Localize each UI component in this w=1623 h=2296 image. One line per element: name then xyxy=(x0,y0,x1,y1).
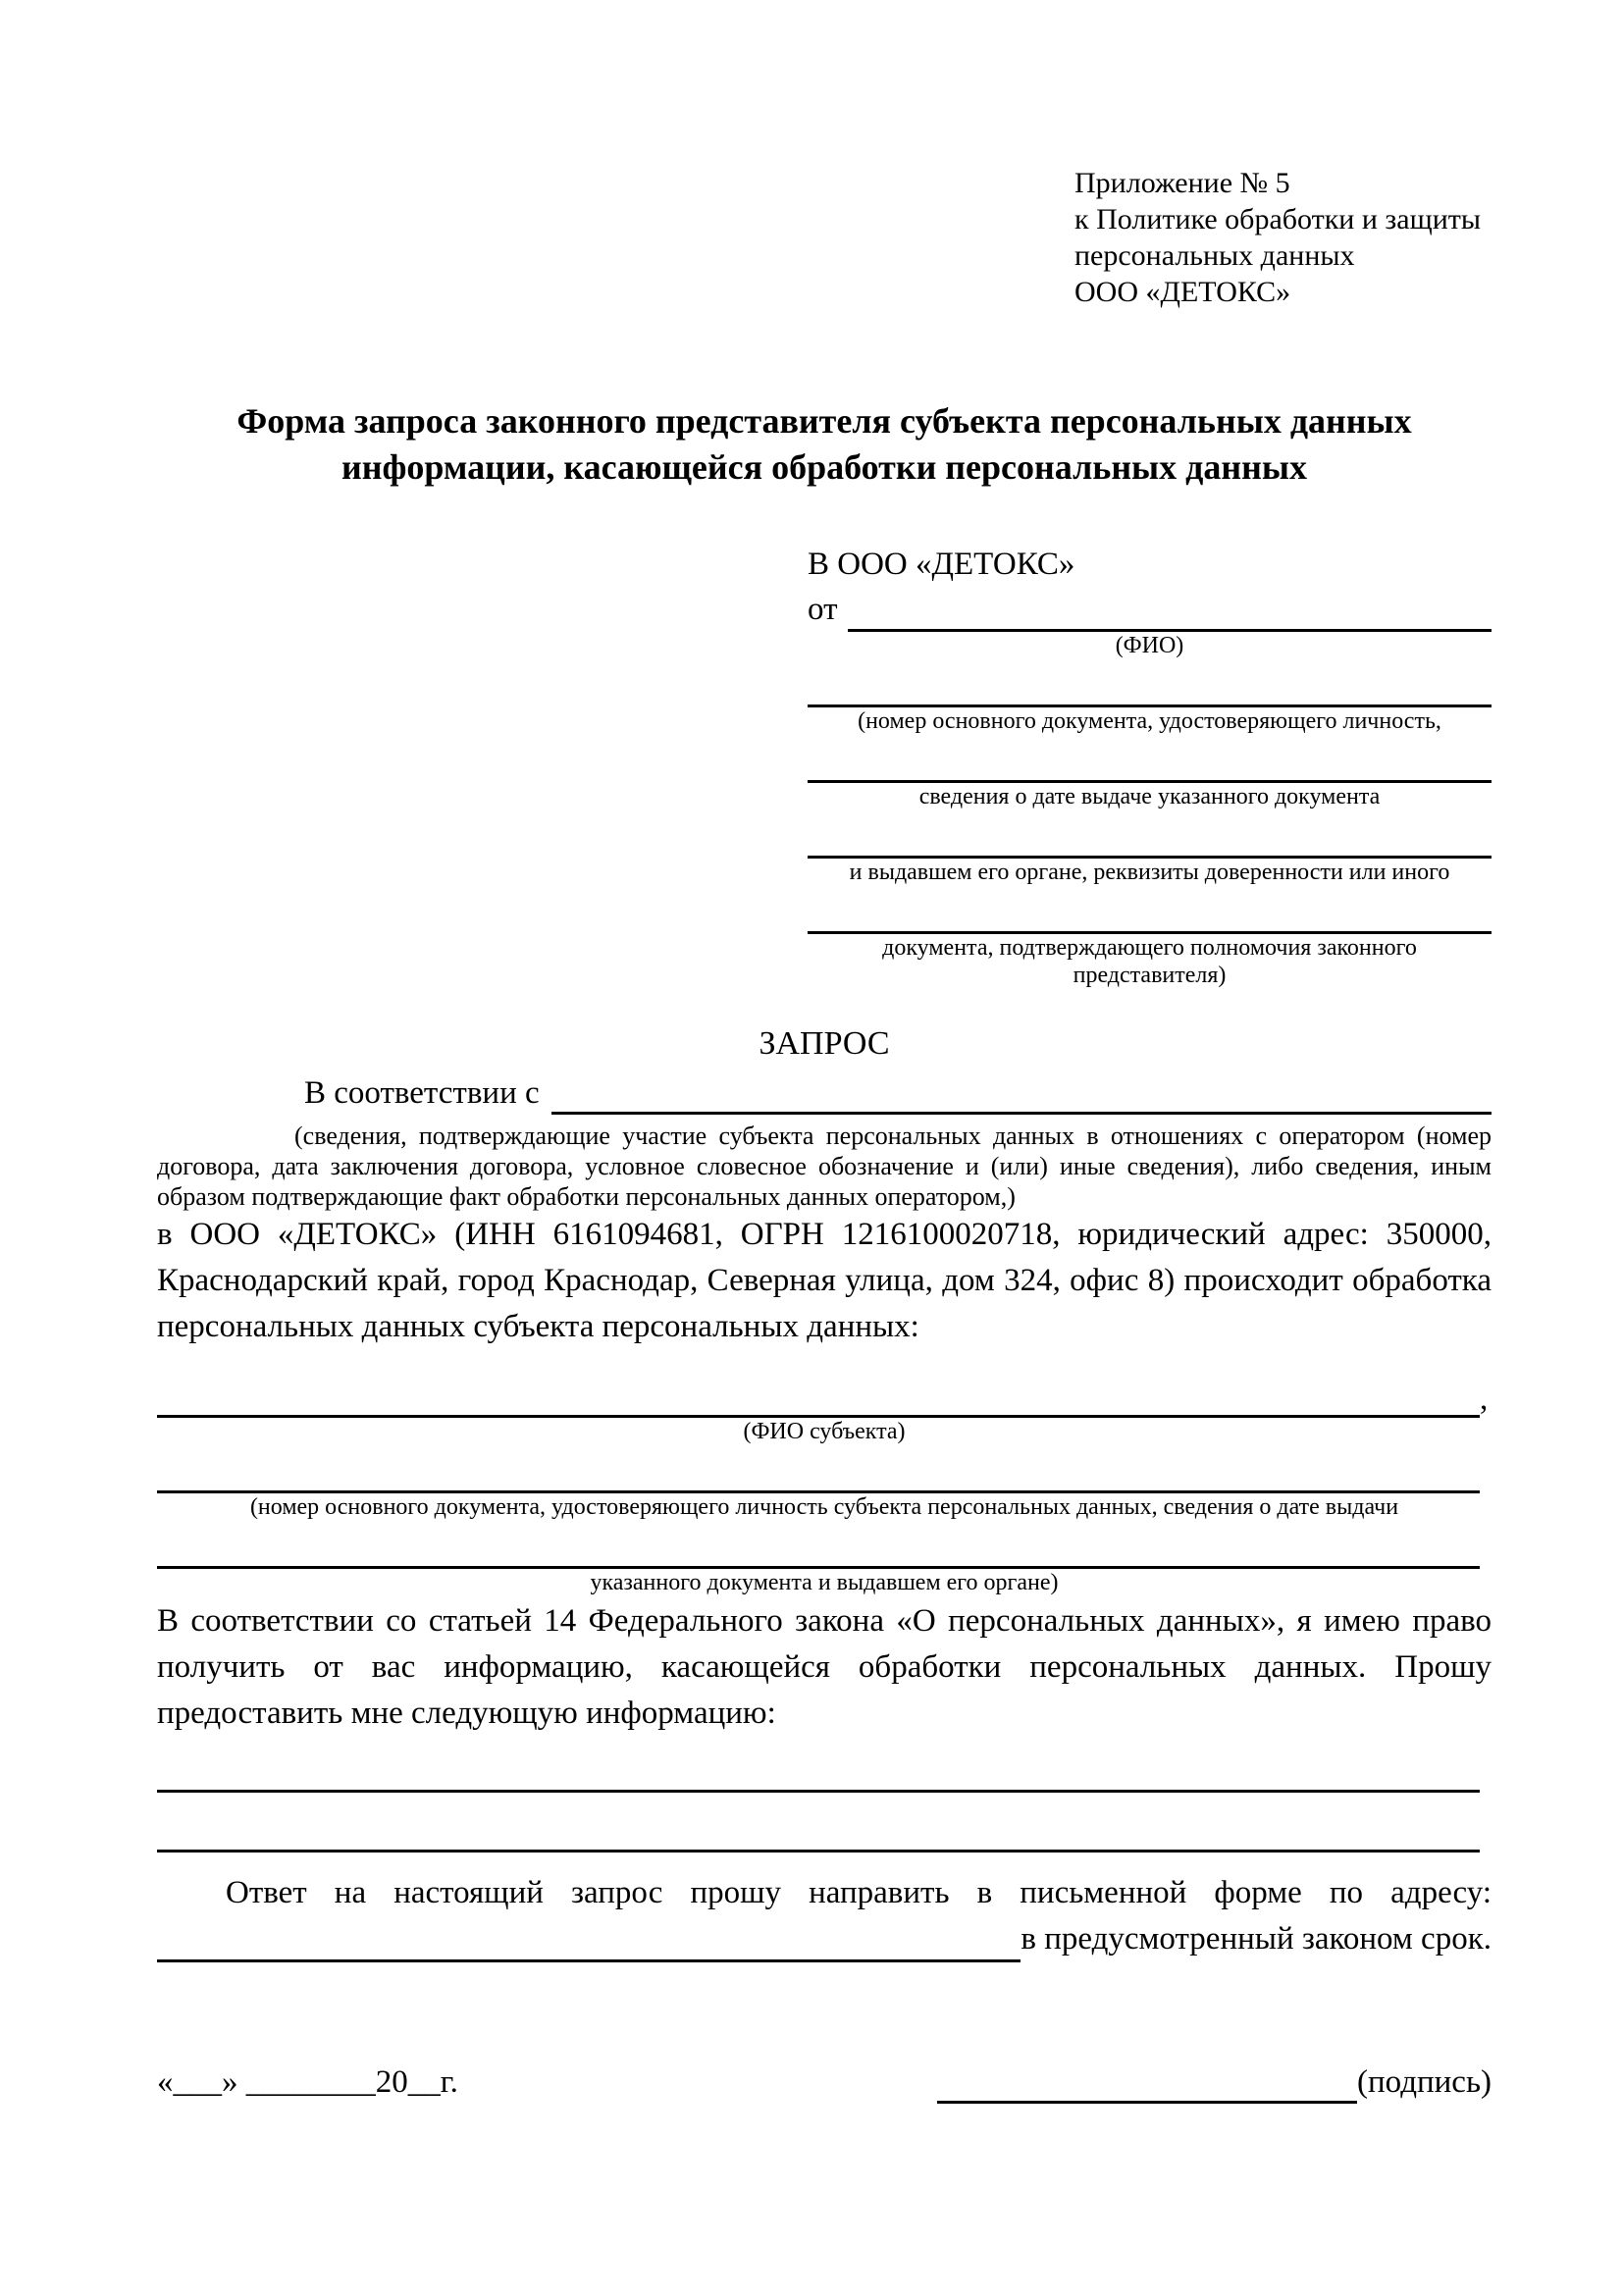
appendix-header xyxy=(1074,165,1492,310)
appendix-line: персональных данных xyxy=(1074,239,1355,272)
footer-row xyxy=(157,2061,1492,2104)
signature-block xyxy=(937,2061,1492,2104)
subject-fio-fill-row xyxy=(157,1376,1492,1418)
fio-fill-line xyxy=(848,594,1492,632)
request-intro-row xyxy=(157,1071,1492,1115)
subject-line-comma: , xyxy=(1480,1382,1489,1417)
basis-fill-line xyxy=(551,1078,1492,1115)
reply-tail: в предусмотренный законом срок. xyxy=(1021,1921,1492,1957)
request-intro-label: В соответствии с xyxy=(304,1075,540,1111)
addressee-block xyxy=(808,542,1492,989)
subject-fio-caption: (ФИО субъекта) xyxy=(743,1419,906,1444)
fio-caption: (ФИО) xyxy=(1115,633,1184,658)
subject-fio-fill-line xyxy=(157,1376,1480,1418)
document-title: Форма запроса законного представителя субъекта персональных данных информации, касающейся обработки персональных данных xyxy=(236,401,1412,487)
subject-doc-caption-2: указанного документа и выдавшем его органе) xyxy=(590,1570,1059,1595)
reply-address-row xyxy=(157,1916,1492,1962)
doc-caption-2: сведения о дате выдаче указанного документа xyxy=(918,784,1381,809)
date-placeholder: «___» ________20__г. xyxy=(157,2064,458,2100)
subject-doc-fill-line-2 xyxy=(157,1521,1480,1569)
addressee-to: В ООО «ДЕТОКС» xyxy=(808,547,1075,582)
doc-issuer-fill-line xyxy=(808,814,1492,859)
subject-doc-fill-line-1 xyxy=(157,1445,1480,1493)
doc-caption-1: (номер основного документа, удостоверяющего личность, xyxy=(858,708,1441,734)
signature-fill-line xyxy=(937,2065,1357,2104)
reply-address-fill-line xyxy=(157,1922,1021,1962)
doc-issue-date-fill-line xyxy=(808,739,1492,783)
appendix-line: к Политике обработки и защиты xyxy=(1074,203,1482,235)
operator-paragraph: в ООО «ДЕТОКС» (ИНН 6161094681, ОГРН 1216100020718, юридический адрес: 350000, Краснодарский край, город Краснодар, Северная улица, дом 324, офис 8) происходит обработка персональных данных субъекта персональных данных: xyxy=(157,1217,1492,1344)
requested-info-fill-line-1 xyxy=(157,1745,1480,1793)
appendix-line: ООО «ДЕТОКС» xyxy=(1074,276,1291,308)
signature-caption: (подпись) xyxy=(1357,2064,1492,2100)
request-intro-footnote: (сведения, подтверждающие участие субъекта персональных данных в отношениях с оператором (номер договора, дата заключения договора, условное словесное обозначение и (или) иные сведения), либо сведения, иным образом подтверждающие факт обработки персональных данных оператором,) xyxy=(157,1122,1492,1211)
requested-info-fill-line-2 xyxy=(157,1804,1480,1852)
subject-doc-caption-1: (номер основного документа, удостоверяющего личность субъекта персональных данных, сведения о дате выдачи xyxy=(249,1494,1399,1520)
request-heading: ЗАПРОС xyxy=(759,1025,890,1062)
doc-authority-fill-line xyxy=(808,890,1492,934)
addressee-from-label: от xyxy=(808,592,838,627)
doc-caption-3: и выдавшем его органе, реквизиты доверенности или иного xyxy=(849,860,1450,885)
doc-number-fill-line xyxy=(808,663,1492,707)
doc-caption-4: документа, подтверждающего полномочия законного представителя) xyxy=(882,935,1417,988)
appendix-line: Приложение № 5 xyxy=(1074,167,1290,199)
rights-paragraph: В соответствии со статьей 14 Федерального закона «О персональных данных», я имею право получить от вас информацию, касающейся обработки персональных данных. Прошу предоставить мне следующую информацию: xyxy=(157,1603,1492,1731)
reply-sentence: Ответ на настоящий запрос прошу направить в письменной форме по адресу: xyxy=(226,1875,1492,1910)
addressee-from-row xyxy=(808,587,1492,632)
